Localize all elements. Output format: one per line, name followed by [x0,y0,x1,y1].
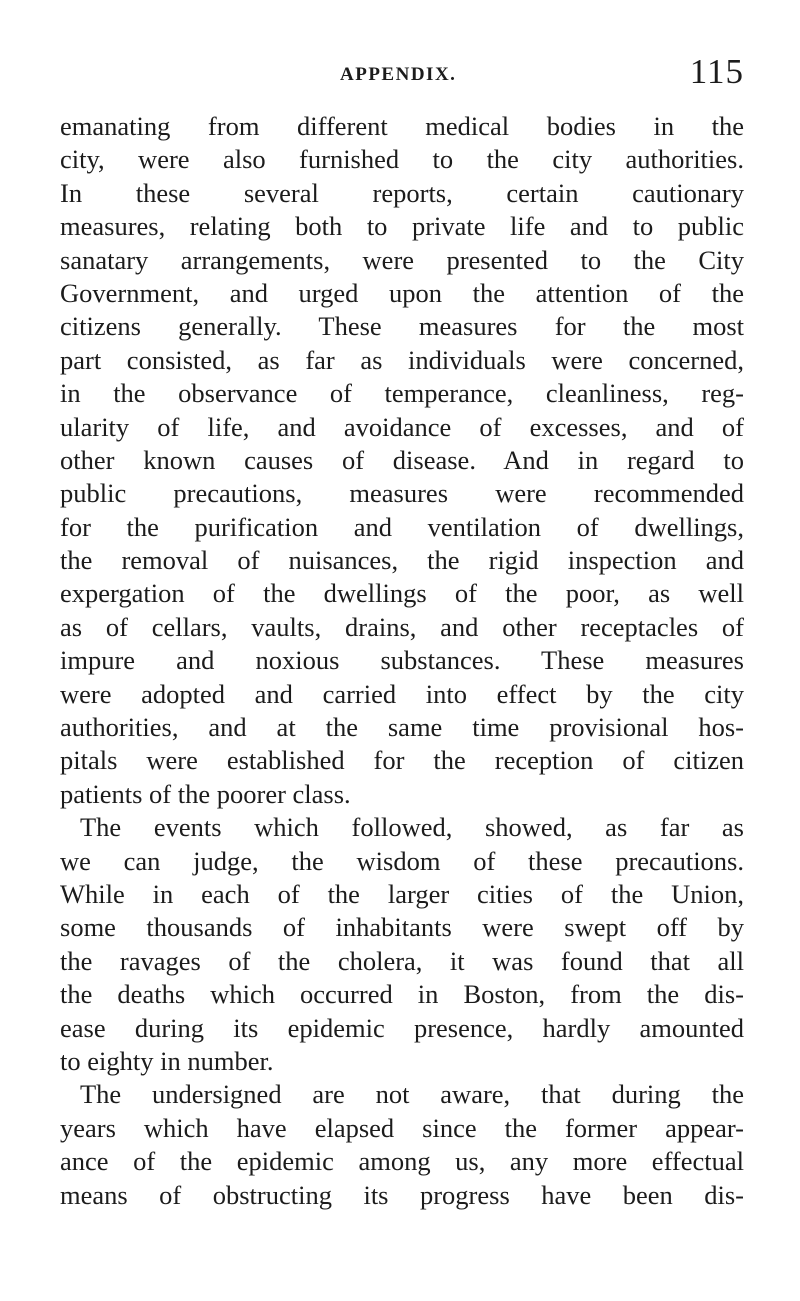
text-line: city, were also furnished to the city authorities. [60,144,744,175]
page-number: 115 [689,52,744,91]
text-line: in the observance of temperance, cleanliness, reg- [60,378,744,409]
text-line: The events which followed, showed, as far as [80,812,744,843]
text-line: as of cellars, vaults, drains, and other receptacles of [60,611,744,642]
text-line: pitals were established for the reception of citizen [60,745,744,776]
text-line: patients of the poorer class. [60,778,351,809]
text-line: emanating from different medical bodies in the [60,111,744,141]
text-line: the removal of nuisances, the rigid inspection and [60,545,744,576]
text-line: The undersigned are not aware, that during the [80,1079,744,1110]
running-head [60,52,744,108]
text-line: were adopted and carried into effect by the city [60,678,744,709]
text-line: authorities, and at the same time provisional hos- [60,712,744,743]
text-line: the deaths which occurred in Boston, from the dis- [60,979,744,1010]
text-line: citizens generally. These measures for the most [60,311,744,342]
text-line: the ravages of the cholera, it was found that all [60,945,744,976]
text-line: public precautions, measures were recommended [60,478,744,509]
text-line: expergation of the dwellings of the poor, as well [60,578,744,609]
text-line: years which have elapsed since the former appear- [60,1112,744,1143]
text-line: While in each of the larger cities of the Union, [60,878,744,909]
running-title: APPENDIX. [340,64,457,85]
text-line: Government, and urged upon the attention of the [60,277,744,308]
body-text [60,110,744,1212]
text-line: some thousands of inhabitants were swept off by [60,912,744,943]
text-line: measures, relating both to private life and to public [60,211,744,242]
text-line: other known causes of disease. And in regard to [60,444,744,475]
text-line: sanatary arrangements, were presented to the City [60,244,744,275]
text-line: means of obstructing its progress have been dis- [60,1179,744,1210]
text-line: impure and noxious substances. These measures [60,645,744,676]
text-line: we can judge, the wisdom of these precautions. [60,845,744,876]
text-line: ularity of life, and avoidance of excesses, and of [60,411,744,442]
text-line: In these several reports, certain cautionary [60,177,744,208]
text-line: for the purification and ventilation of dwellings, [60,511,744,542]
text-line: ance of the epidemic among us, any more effectual [60,1146,744,1177]
text-line: ease during its epidemic presence, hardly amounted [60,1012,744,1043]
text-line: to eighty in number. [60,1045,274,1076]
text-line: part consisted, as far as individuals were concerned, [60,344,744,375]
